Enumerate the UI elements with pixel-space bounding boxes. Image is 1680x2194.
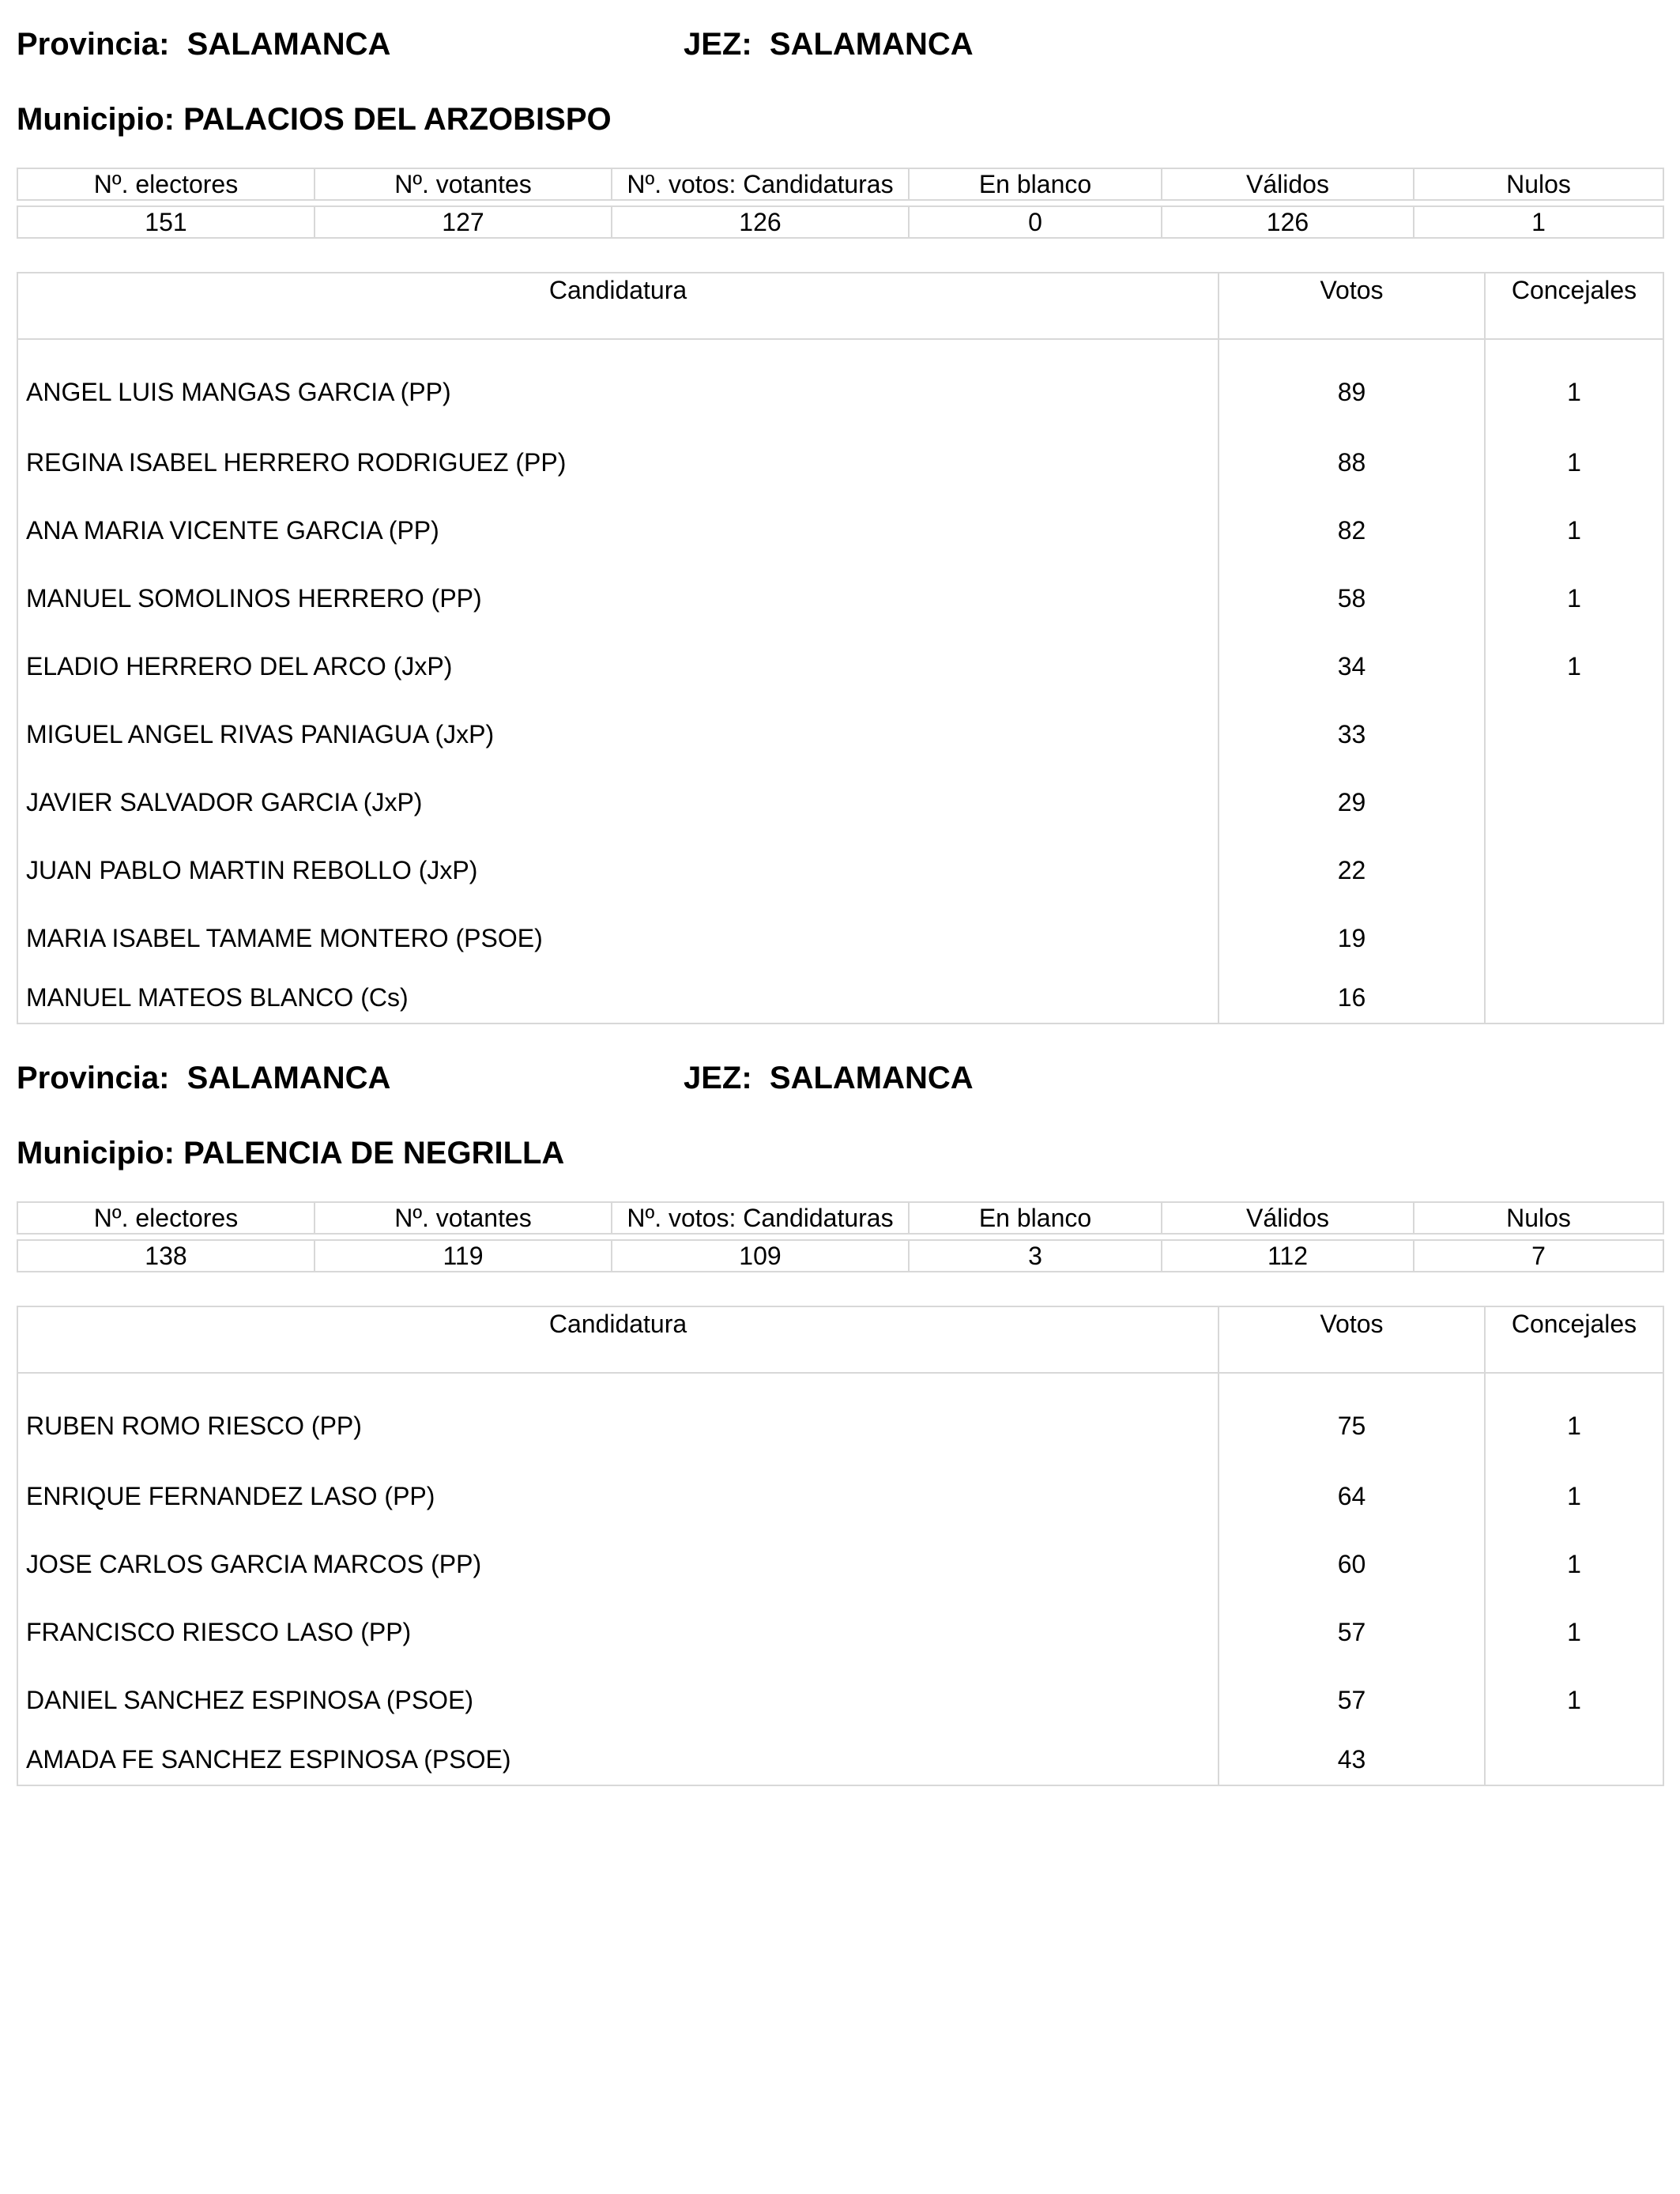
candidate-name: ANGEL LUIS MANGAS GARCIA (PP)	[17, 339, 1219, 428]
candidate-name: JUAN PABLO MARTIN REBOLLO (JxP)	[17, 836, 1219, 904]
candidate-concejales: 1	[1485, 632, 1663, 700]
jez-heading: JEZ: SALAMANCA	[684, 1061, 974, 1095]
candidate-row	[17, 972, 1663, 1023]
candidate-concejales: 1	[1485, 1373, 1663, 1462]
candidate-votos: 34	[1219, 632, 1485, 700]
candidate-row	[17, 1734, 1663, 1785]
summary-header: Nulos	[1414, 168, 1663, 200]
candidate-row	[17, 339, 1663, 428]
candidate-row	[17, 768, 1663, 836]
candidate-name: ENRIQUE FERNANDEZ LASO (PP)	[17, 1462, 1219, 1530]
candidate-row	[17, 1462, 1663, 1530]
candidate-name: JAVIER SALVADOR GARCIA (JxP)	[17, 768, 1219, 836]
candidate-concejales: 1	[1485, 428, 1663, 496]
candidate-concejales: 1	[1485, 564, 1663, 632]
candidate-row	[17, 1598, 1663, 1666]
summary-header: Nulos	[1414, 1202, 1663, 1234]
municipio-heading: Municipio: PALENCIA DE NEGRILLA	[17, 1136, 565, 1171]
summary-value-row	[17, 206, 1663, 238]
candidate-votos: 75	[1219, 1373, 1485, 1462]
candidate-row	[17, 700, 1663, 768]
summary-header: Nº. votantes	[315, 1202, 612, 1234]
summary-value: 127	[315, 206, 612, 238]
concejales-header: Concejales	[1485, 1306, 1663, 1373]
candidates-header-row	[17, 1306, 1663, 1373]
candidate-votos: 89	[1219, 339, 1485, 428]
summary-table	[17, 1201, 1664, 1272]
candidate-votos: 16	[1219, 972, 1485, 1023]
summary-header: Válidos	[1162, 1202, 1414, 1234]
candidatura-header: Candidatura	[17, 273, 1219, 339]
candidate-row	[17, 836, 1663, 904]
candidate-row	[17, 496, 1663, 564]
candidate-votos: 19	[1219, 904, 1485, 972]
summary-header: Válidos	[1162, 168, 1414, 200]
candidates-table	[17, 272, 1664, 1024]
candidate-name: REGINA ISABEL HERRERO RODRIGUEZ (PP)	[17, 428, 1219, 496]
candidate-name: MANUEL SOMOLINOS HERRERO (PP)	[17, 564, 1219, 632]
municipio-heading: Municipio: PALACIOS DEL ARZOBISPO	[17, 102, 612, 137]
candidate-name: FRANCISCO RIESCO LASO (PP)	[17, 1598, 1219, 1666]
summary-value: 151	[17, 206, 315, 238]
candidate-concejales: 1	[1485, 1530, 1663, 1598]
candidate-concejales	[1485, 768, 1663, 836]
candidate-concejales: 1	[1485, 339, 1663, 428]
candidate-row	[17, 1373, 1663, 1462]
candidate-name: MIGUEL ANGEL RIVAS PANIAGUA (JxP)	[17, 700, 1219, 768]
votos-header: Votos	[1219, 1306, 1485, 1373]
candidate-votos: 29	[1219, 768, 1485, 836]
candidate-votos: 64	[1219, 1462, 1485, 1530]
summary-value: 138	[17, 1240, 315, 1272]
candidate-votos: 60	[1219, 1530, 1485, 1598]
summary-header: Nº. votantes	[315, 168, 612, 200]
summary-value: 119	[315, 1240, 612, 1272]
candidate-concejales: 1	[1485, 1666, 1663, 1734]
summary-table	[17, 168, 1664, 239]
candidate-row	[17, 904, 1663, 972]
candidates-table	[17, 1306, 1664, 1786]
summary-value: 112	[1162, 1240, 1414, 1272]
summary-value: 1	[1414, 206, 1663, 238]
summary-value: 3	[909, 1240, 1162, 1272]
candidate-concejales	[1485, 972, 1663, 1023]
candidates-header-row	[17, 273, 1663, 339]
candidatura-header: Candidatura	[17, 1306, 1219, 1373]
candidate-votos: 43	[1219, 1734, 1485, 1785]
candidate-row	[17, 632, 1663, 700]
candidate-concejales	[1485, 904, 1663, 972]
candidate-concejales: 1	[1485, 1598, 1663, 1666]
candidate-concejales: 1	[1485, 1462, 1663, 1530]
summary-value: 7	[1414, 1240, 1663, 1272]
candidate-row	[17, 564, 1663, 632]
summary-header: Nº. votos: Candidaturas	[612, 168, 909, 200]
summary-header-row	[17, 1202, 1663, 1234]
candidate-row	[17, 1666, 1663, 1734]
jez-heading: JEZ: SALAMANCA	[684, 27, 974, 62]
summary-header: Nº. electores	[17, 168, 315, 200]
candidate-votos: 57	[1219, 1598, 1485, 1666]
candidate-votos: 22	[1219, 836, 1485, 904]
candidate-votos: 88	[1219, 428, 1485, 496]
candidate-name: MARIA ISABEL TAMAME MONTERO (PSOE)	[17, 904, 1219, 972]
candidate-concejales: 1	[1485, 496, 1663, 564]
summary-header: En blanco	[909, 1202, 1162, 1234]
candidate-name: RUBEN ROMO RIESCO (PP)	[17, 1373, 1219, 1462]
candidate-name: AMADA FE SANCHEZ ESPINOSA (PSOE)	[17, 1734, 1219, 1785]
candidate-votos: 58	[1219, 564, 1485, 632]
summary-value: 0	[909, 206, 1162, 238]
candidate-votos: 33	[1219, 700, 1485, 768]
candidate-concejales	[1485, 700, 1663, 768]
candidate-name: ANA MARIA VICENTE GARCIA (PP)	[17, 496, 1219, 564]
summary-value: 109	[612, 1240, 909, 1272]
summary-header: Nº. electores	[17, 1202, 315, 1234]
candidate-row	[17, 428, 1663, 496]
concejales-header: Concejales	[1485, 273, 1663, 339]
summary-header-row	[17, 168, 1663, 200]
summary-header: En blanco	[909, 168, 1162, 200]
candidate-votos: 57	[1219, 1666, 1485, 1734]
candidate-concejales	[1485, 1734, 1663, 1785]
candidate-concejales	[1485, 836, 1663, 904]
summary-value: 126	[1162, 206, 1414, 238]
candidate-name: DANIEL SANCHEZ ESPINOSA (PSOE)	[17, 1666, 1219, 1734]
candidate-name: JOSE CARLOS GARCIA MARCOS (PP)	[17, 1530, 1219, 1598]
candidate-name: ELADIO HERRERO DEL ARCO (JxP)	[17, 632, 1219, 700]
summary-value: 126	[612, 206, 909, 238]
candidate-votos: 82	[1219, 496, 1485, 564]
candidate-name: MANUEL MATEOS BLANCO (Cs)	[17, 972, 1219, 1023]
votos-header: Votos	[1219, 273, 1485, 339]
provincia-heading: Provincia: SALAMANCA	[17, 27, 391, 62]
candidate-row	[17, 1530, 1663, 1598]
summary-header: Nº. votos: Candidaturas	[612, 1202, 909, 1234]
summary-value-row	[17, 1240, 1663, 1272]
provincia-heading: Provincia: SALAMANCA	[17, 1061, 391, 1095]
